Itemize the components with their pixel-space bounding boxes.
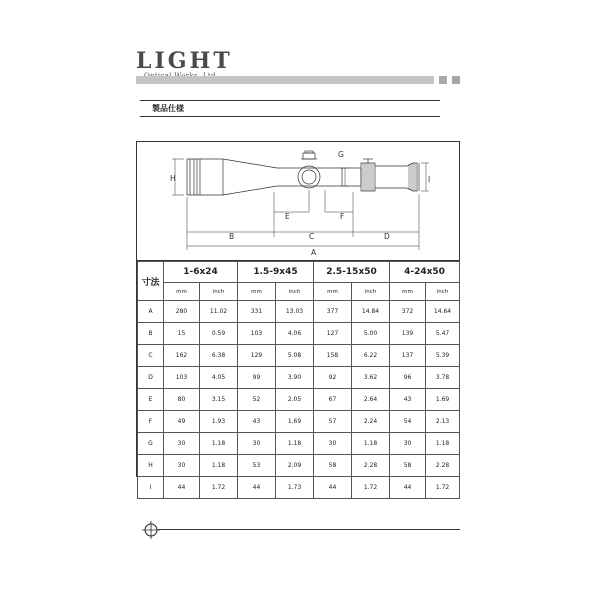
table-cell: 103 bbox=[238, 323, 276, 345]
dim-label-f: F bbox=[340, 212, 345, 221]
table-cell: 1.93 bbox=[200, 411, 238, 433]
table-cell: 0.59 bbox=[200, 323, 238, 345]
dimension-key: C bbox=[138, 345, 164, 367]
unit-header: mm bbox=[390, 283, 426, 301]
dim-label-c: C bbox=[309, 232, 315, 241]
section-rule-bottom bbox=[140, 116, 440, 117]
table-cell: 58 bbox=[390, 455, 426, 477]
table-cell: 127 bbox=[314, 323, 352, 345]
dimension-key: B bbox=[138, 323, 164, 345]
table-cell: 43 bbox=[390, 389, 426, 411]
table-cell: 2.64 bbox=[352, 389, 390, 411]
table-cell: 1.73 bbox=[276, 477, 314, 499]
table-cell: 43 bbox=[238, 411, 276, 433]
table-cell: 2.13 bbox=[426, 411, 460, 433]
table-cell: 162 bbox=[164, 345, 200, 367]
dim-label-g: G bbox=[338, 150, 344, 159]
table-cell: 15 bbox=[164, 323, 200, 345]
model-header: 1-6x24 bbox=[164, 262, 238, 283]
unit-header: inch bbox=[200, 283, 238, 301]
table-cell: 57 bbox=[314, 411, 352, 433]
table-cell: 372 bbox=[390, 301, 426, 323]
table-cell: 2.05 bbox=[276, 389, 314, 411]
dim-label-i: I bbox=[428, 175, 431, 184]
table-cell: 2.28 bbox=[426, 455, 460, 477]
table-cell: 2.28 bbox=[352, 455, 390, 477]
table-row bbox=[138, 345, 460, 367]
table-cell: 1.18 bbox=[200, 433, 238, 455]
scope-dimension-diagram bbox=[137, 142, 459, 260]
table-cell: 30 bbox=[390, 433, 426, 455]
dim-label-b: B bbox=[229, 232, 235, 241]
unit-header-row bbox=[138, 283, 460, 301]
table-cell: 1.69 bbox=[276, 411, 314, 433]
unit-header: mm bbox=[238, 283, 276, 301]
objective-outline-top bbox=[187, 159, 302, 168]
footer-rule bbox=[158, 529, 460, 530]
model-header-row bbox=[138, 262, 460, 283]
dimension-key: D bbox=[138, 367, 164, 389]
table-row bbox=[138, 455, 460, 477]
turret-body bbox=[298, 166, 320, 188]
table-cell: 1.18 bbox=[276, 433, 314, 455]
unit-header: mm bbox=[314, 283, 352, 301]
table-row bbox=[138, 367, 460, 389]
table-row bbox=[138, 477, 460, 499]
section-title: 製品仕様 bbox=[152, 104, 184, 113]
table-cell: 5.47 bbox=[426, 323, 460, 345]
table-cell: 280 bbox=[164, 301, 200, 323]
dimension-key: G bbox=[138, 433, 164, 455]
table-cell: 2.09 bbox=[276, 455, 314, 477]
table-cell: 96 bbox=[390, 367, 426, 389]
table-cell: 6.22 bbox=[352, 345, 390, 367]
unit-header: inch bbox=[352, 283, 390, 301]
model-header: 1.5-9x45 bbox=[238, 262, 314, 283]
table-cell: 1.72 bbox=[426, 477, 460, 499]
table-cell: 30 bbox=[164, 455, 200, 477]
header-bar bbox=[136, 76, 434, 84]
table-cell: 30 bbox=[164, 433, 200, 455]
table-cell: 54 bbox=[390, 411, 426, 433]
table-cell: 3.90 bbox=[276, 367, 314, 389]
table-cell: 44 bbox=[390, 477, 426, 499]
table-cell: 5.00 bbox=[352, 323, 390, 345]
table-cell: 5.08 bbox=[276, 345, 314, 367]
table-row bbox=[138, 411, 460, 433]
table-cell: 377 bbox=[314, 301, 352, 323]
unit-header: inch bbox=[276, 283, 314, 301]
spec-table bbox=[137, 261, 460, 499]
table-cell: 1.18 bbox=[200, 455, 238, 477]
table-cell: 1.69 bbox=[426, 389, 460, 411]
table-cell: 3.62 bbox=[352, 367, 390, 389]
dimension-key: E bbox=[138, 389, 164, 411]
dim-label-e: E bbox=[285, 212, 290, 221]
table-cell: 99 bbox=[238, 367, 276, 389]
unit-header: mm bbox=[164, 283, 200, 301]
header-square bbox=[452, 76, 460, 84]
eyepiece-outline bbox=[375, 163, 417, 191]
dim-label-d: D bbox=[384, 232, 390, 241]
section-rule-top bbox=[140, 100, 440, 101]
table-cell: 158 bbox=[314, 345, 352, 367]
table-cell: 1.18 bbox=[426, 433, 460, 455]
table-row bbox=[138, 433, 460, 455]
table-cell: 331 bbox=[238, 301, 276, 323]
table-cell: 4.05 bbox=[200, 367, 238, 389]
dimension-key: A bbox=[138, 301, 164, 323]
table-cell: 1.72 bbox=[352, 477, 390, 499]
table-cell: 4.06 bbox=[276, 323, 314, 345]
table-cell: 1.72 bbox=[200, 477, 238, 499]
table-cell: 1.18 bbox=[352, 433, 390, 455]
table-cell: 30 bbox=[314, 433, 352, 455]
table-cell: 14.84 bbox=[352, 301, 390, 323]
model-header: 4-24x50 bbox=[390, 262, 460, 283]
model-header: 2.5-15x50 bbox=[314, 262, 390, 283]
table-cell: 139 bbox=[390, 323, 426, 345]
table-cell: 103 bbox=[164, 367, 200, 389]
table-cell: 14.64 bbox=[426, 301, 460, 323]
table-cell: 3.78 bbox=[426, 367, 460, 389]
table-cell: 5.39 bbox=[426, 345, 460, 367]
table-row bbox=[138, 389, 460, 411]
table-cell: 92 bbox=[314, 367, 352, 389]
table-cell: 30 bbox=[238, 433, 276, 455]
table-cell: 2.24 bbox=[352, 411, 390, 433]
table-cell: 137 bbox=[390, 345, 426, 367]
header-square bbox=[439, 76, 447, 84]
table-cell: 49 bbox=[164, 411, 200, 433]
table-row bbox=[138, 323, 460, 345]
table-cell: 44 bbox=[314, 477, 352, 499]
table-cell: 129 bbox=[238, 345, 276, 367]
dimension-key: I bbox=[138, 477, 164, 499]
table-cell: 13.03 bbox=[276, 301, 314, 323]
corner-label: 寸法 bbox=[138, 262, 164, 301]
registration-mark-icon bbox=[142, 521, 160, 539]
dim-label-h: H bbox=[170, 174, 176, 183]
dimension-key: F bbox=[138, 411, 164, 433]
dimension-key: H bbox=[138, 455, 164, 477]
table-row bbox=[138, 301, 460, 323]
table-cell: 53 bbox=[238, 455, 276, 477]
table-cell: 52 bbox=[238, 389, 276, 411]
unit-header: inch bbox=[426, 283, 460, 301]
table-cell: 11.02 bbox=[200, 301, 238, 323]
dim-label-a: A bbox=[311, 248, 317, 257]
table-cell: 58 bbox=[314, 455, 352, 477]
table-cell: 44 bbox=[238, 477, 276, 499]
table-cell: 80 bbox=[164, 389, 200, 411]
table-cell: 67 bbox=[314, 389, 352, 411]
table-cell: 6.38 bbox=[200, 345, 238, 367]
table-cell: 44 bbox=[164, 477, 200, 499]
brand-name: LIGHT bbox=[136, 48, 233, 74]
table-cell: 3.15 bbox=[200, 389, 238, 411]
objective-outline-bottom bbox=[187, 186, 302, 195]
